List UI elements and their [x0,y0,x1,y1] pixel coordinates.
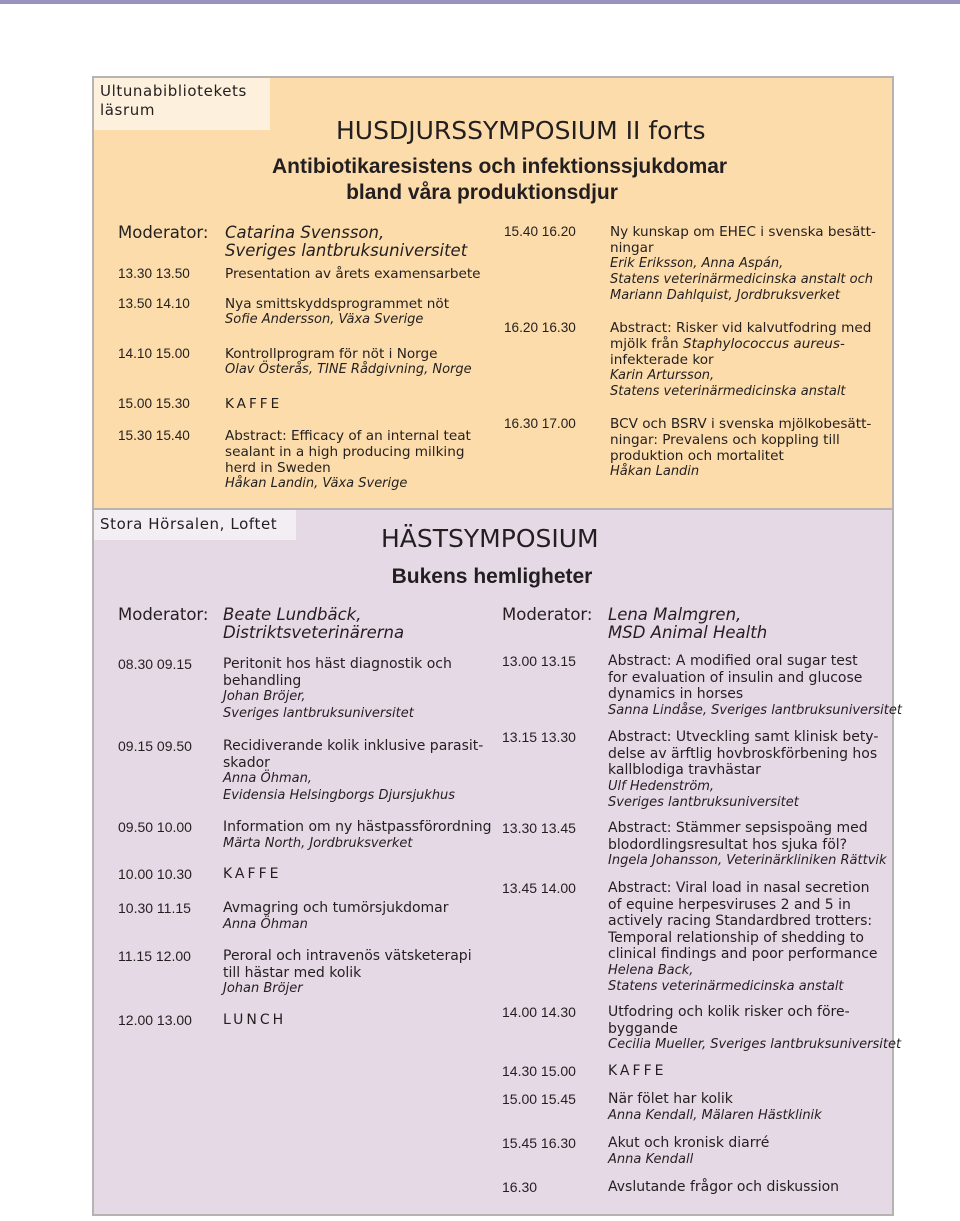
session-body [223,866,483,883]
session-time: 13.50 14.10 [118,296,190,311]
session-title: blodordlingsresultat hos sjuka föl? [608,836,848,853]
session-body [608,880,878,996]
session-title: Ny kunskap om EHEC i svenska besätt- [610,224,876,240]
session-time: 15.00 15.45 [502,1091,576,1107]
speaker: Anna Öhman, [223,771,312,786]
session-time: 13.30 13.50 [118,266,190,281]
session-title: till hästar med kolik [223,964,362,981]
session-body [608,1091,878,1124]
session-time: 08.30 09.15 [118,656,192,672]
hastsymposium-panel [92,508,902,1216]
session-title: mjölk från Staphylococcus aureus- [610,336,845,352]
session-title: När fölet har kolik [608,1091,733,1107]
speaker: Sveriges lantbruksuniversitet [608,795,799,810]
moderator-name: Catarina Svensson, Sveriges lantbruksuniversitet [225,223,468,260]
session-body [608,1063,878,1080]
top-accent-line [0,0,960,4]
speaker: Helena Back, [608,962,694,978]
session-title: infekterade kor [610,352,714,368]
session-body [608,1004,902,1054]
session-title: Avmagring och tumörsjukdomar [223,900,449,916]
subtitle-line: Antibiotikaresistens och infektionssjukdomar [272,155,728,178]
session-time: 14.00 14.30 [502,1004,576,1020]
break-label: LUNCH [223,1012,287,1028]
session-body [608,653,902,719]
session-title: produktion och mortalitet [610,448,784,464]
session-title: Information om ny hästpassförordning [223,819,492,835]
session-title: kallblodiga travhästar [608,762,761,778]
session-title: actively racing Standardbred trotters: [608,913,873,929]
session-title: Abstract: Risker vid kalvutfodring med [610,320,872,336]
session-body [608,1135,878,1168]
husdjurssymposium-panel [92,76,894,510]
session-body [223,738,483,804]
session-time: 13.00 13.15 [502,653,576,669]
speaker: Olav Österås, TINE Rådgivning, Norge [225,362,472,377]
speaker: Märta North, Jordbruksverket [223,835,413,851]
subtitle-line: bland våra produktionsdjur [346,181,618,204]
moderator-name: Lena Malmgren, MSD Animal Health [608,605,768,642]
session-title: Presentation av årets examensarbete [225,266,481,282]
session-time: 11.15 12.00 [118,948,191,964]
session-time: 14.10 15.00 [118,346,190,361]
speaker: Karin Artursson, [610,368,715,383]
session-title: Utfodring och kolik risker och före- [608,1004,850,1020]
speaker: Ulf Hedenström, [608,778,715,794]
session-title: behandling [223,672,302,689]
session-title: Recidiverande kolik inklusive parasit- [223,738,484,754]
room-label: Stora Hörsalen, Loftet [94,510,296,540]
session-time: 16.30 [502,1179,538,1195]
symposium-subtitle [272,154,728,206]
session-title: Avslutande frågor och diskussion [608,1179,840,1195]
session-time: 09.15 09.50 [118,738,192,754]
speaker: Statens veterinärmedicinska anstalt och [610,272,873,287]
session-time: 13.15 13.30 [502,729,576,745]
session-time: 15.45 16.30 [502,1135,576,1151]
session-time: 16.20 16.30 [504,320,576,335]
speaker: Sanna Lindåse, Sveriges lantbruksuniversitet [608,702,902,718]
session-title: of equine herpesviruses 2 and 5 in [608,896,851,913]
session-title: clinical findings and poor performance [608,946,878,962]
session-title: Abstract: A modified oral sugar test [608,653,858,669]
break-label: KAFFE [225,396,283,412]
session-title: ningar: Prevalens och koppling till [610,432,840,448]
session-body [225,428,475,492]
session-body [610,416,880,480]
session-time: 16.30 17.00 [504,416,576,431]
symposium-subtitle: Bukens hemligheter [391,565,593,588]
speaker: Cecilia Mueller, Sveriges lantbruksuniversitet [608,1037,902,1052]
session-time: 09.50 10.00 [118,819,192,835]
speaker: Evidensia Helsingborgs Djursjukhus [223,787,456,803]
speaker: Johan Bröjer, [223,689,306,704]
session-body [225,396,475,412]
session-body [223,1012,483,1029]
symposium-title: HUSDJURSSYMPOSIUM II forts [336,116,706,145]
session-title: byggande [608,1020,678,1037]
session-body [608,1179,878,1196]
session-title: dynamics in horses [608,686,744,702]
session-time: 15.30 15.40 [118,428,190,443]
session-body [225,296,475,328]
moderator-label: Moderator: [118,605,209,624]
speaker: Anna Kendall [608,1151,694,1167]
session-body [223,656,483,722]
session-title: Peroral och intravenös vätsketerapi [223,948,472,964]
session-body [223,900,483,933]
session-body [608,820,887,870]
speaker: Statens veterinärmedicinska anstalt [610,384,846,399]
session-title: Abstract: Utveckling samt klinisk bety- [608,729,879,745]
symposium-title: HÄSTSYMPOSIUM [381,524,599,553]
session-title: Temporal relationship of shedding to [608,929,864,946]
speaker: Ingela Johansson, Veterinärkliniken Rättvik [608,853,887,868]
session-time: 14.30 15.00 [502,1063,576,1079]
moderator-label: Moderator: [118,223,209,242]
session-title: Nya smittskyddsprogrammet nöt [225,296,450,312]
session-title: ningar [610,240,654,256]
session-title: for evaluation of insulin and glucose [608,669,863,686]
session-body [225,346,475,378]
session-body [223,948,483,998]
room-label: Ultunabibliotekets läsrum [94,78,270,130]
speaker: Håkan Landin [610,464,700,479]
session-title: herd in Sweden [225,460,331,476]
speaker: Sofie Andersson, Växa Sverige [225,312,424,327]
session-body [608,729,878,812]
speaker: Anna Kendall, Mälaren Hästklinik [608,1107,822,1123]
moderator-name: Beate Lundbäck, Distriktsveterinärerna [223,605,405,642]
session-body [225,266,481,282]
session-title: sealant in a high producing milking [225,444,465,460]
session-title: Abstract: Stämmer sepsispoäng med [608,820,868,836]
break-label: KAFFE [608,1063,667,1079]
session-time: 10.30 11.15 [118,900,191,916]
speaker: Anna Öhman [223,916,308,932]
session-body [223,819,492,852]
session-time: 12.00 13.00 [118,1012,192,1028]
moderator-label: Moderator: [502,605,593,624]
session-title: Peritonit hos häst diagnostik och [223,656,452,672]
session-time: 13.45 14.00 [502,880,576,896]
speaker: Statens veterinärmedicinska anstalt [608,979,844,994]
session-title: Kontrollprogram för nöt i Norge [225,346,438,362]
speaker: Håkan Landin, Växa Sverige [225,476,408,491]
session-title: Akut och kronisk diarré [608,1135,770,1151]
session-title: skador [223,754,270,771]
speaker: Mariann Dahlquist, Jordbruksverket [610,288,840,303]
session-time: 13.30 13.45 [502,820,576,836]
speaker: Sveriges lantbruksuniversitet [223,705,414,721]
session-time: 10.00 10.30 [118,866,192,882]
session-body [610,224,880,304]
session-title: Abstract: Efficacy of an internal teat [225,428,471,444]
speaker: Johan Bröjer [223,981,303,996]
session-body [610,320,880,400]
session-title: delse av ärftlig hovbroskförbening hos [608,745,878,762]
speaker: Erik Eriksson, Anna Aspán, [610,256,784,271]
session-title: Abstract: Viral load in nasal secretion [608,880,870,896]
session-title: BCV och BSRV i svenska mjölkobesätt- [610,416,872,432]
species-name: Staphylococcus aureus [682,336,840,352]
session-time: 15.40 16.20 [504,224,576,239]
break-label: KAFFE [223,866,282,882]
session-time: 15.00 15.30 [118,396,190,411]
